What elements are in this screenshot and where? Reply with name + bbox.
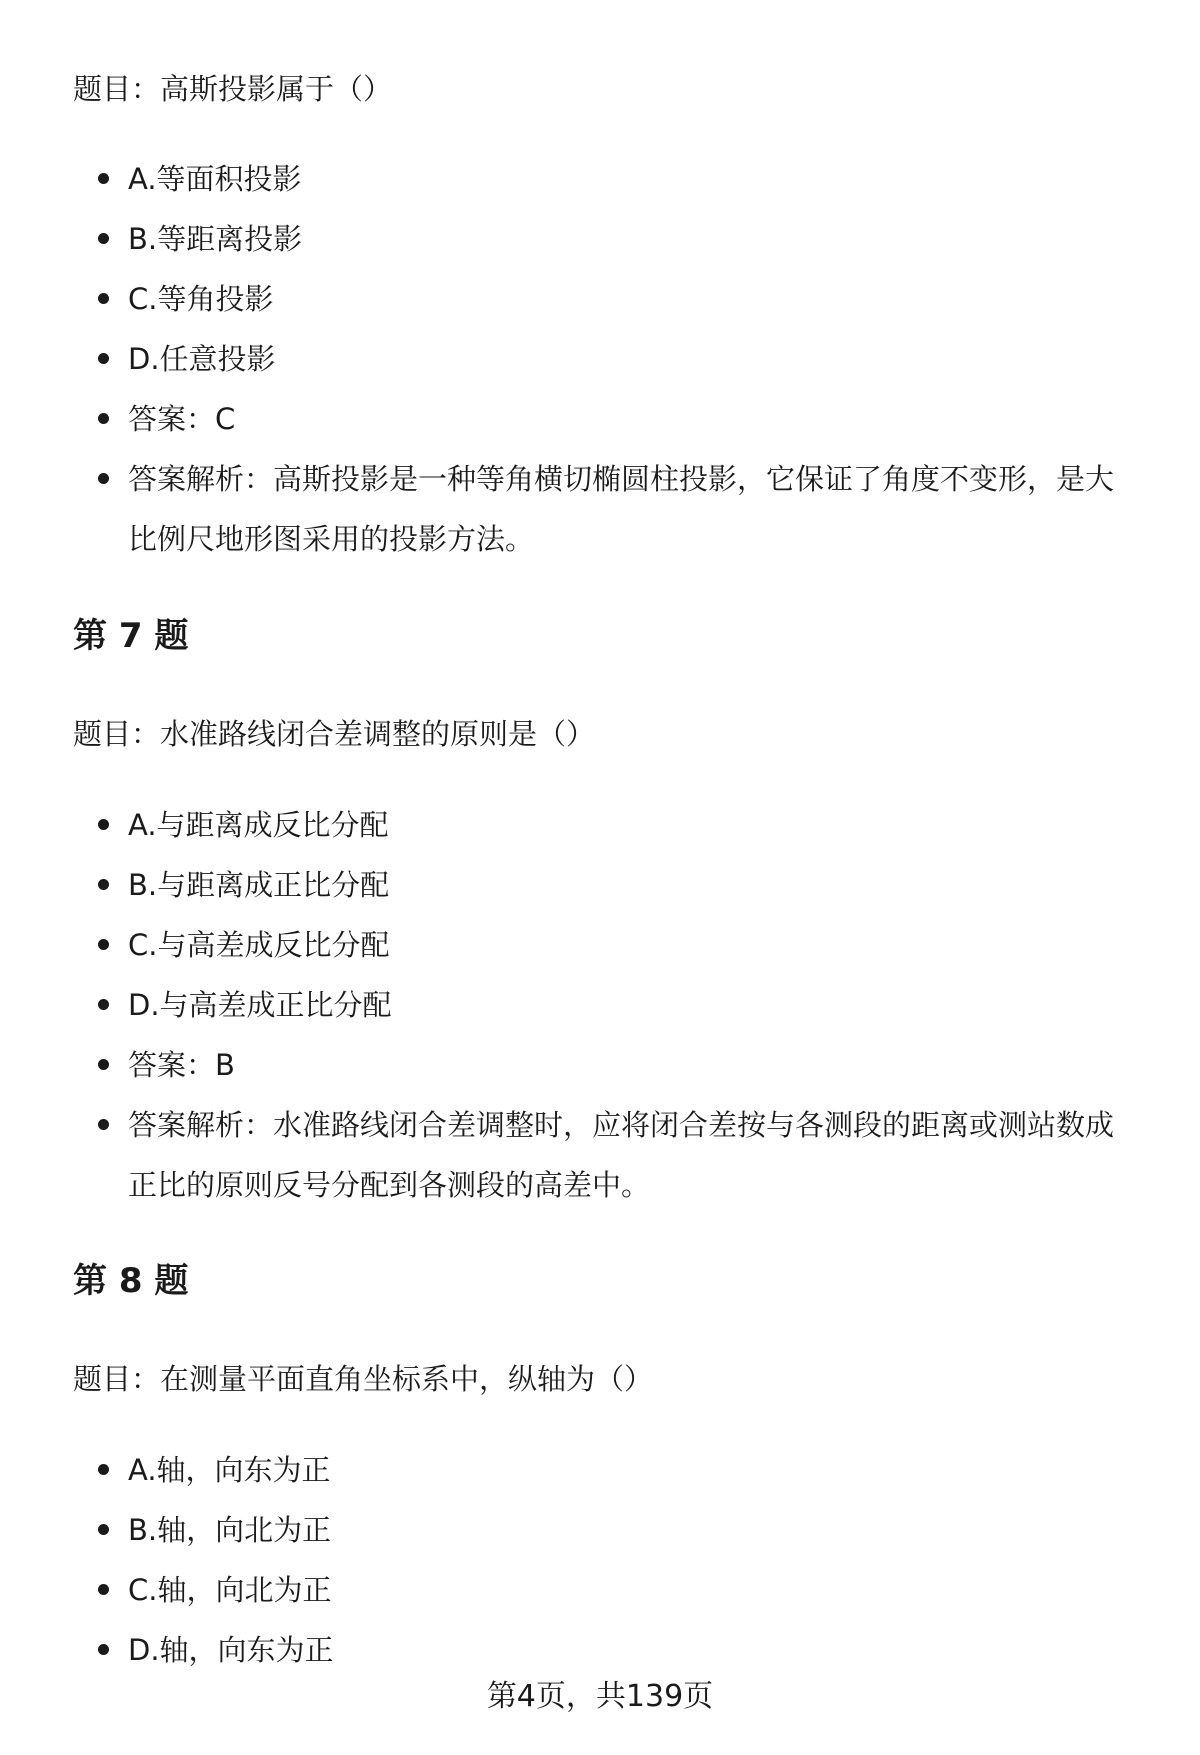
question-8-stem: 题目：在测量平面直角坐标系中，纵轴为（）	[73, 1362, 654, 1396]
question-7-options	[0, 795, 1200, 1215]
question-8-option-b: B.轴，向北为正	[0, 1500, 1200, 1560]
question-6-option-a: A.等面积投影	[0, 149, 1200, 209]
question-6-answer: 答案：C	[0, 389, 1200, 449]
question-6-analysis: 答案解析：高斯投影是一种等角横切椭圆柱投影，它保证了角度不变形，是大比例尺地形图采用的投影方法。	[0, 449, 1200, 569]
question-7-answer: 答案：B	[0, 1035, 1200, 1095]
question-7-option-b: B.与距离成正比分配	[0, 855, 1200, 915]
question-8-option-d: D.轴，向东为正	[0, 1620, 1200, 1680]
question-8-heading: 第 8 题	[73, 1261, 189, 1301]
question-6-stem: 题目：高斯投影属于（）	[73, 72, 393, 106]
question-7-analysis: 答案解析：水准路线闭合差调整时，应将闭合差按与各测段的距离或测站数成正比的原则反号分配到各测段的高差中。	[0, 1095, 1200, 1215]
question-7-stem: 题目：水准路线闭合差调整的原则是（）	[73, 717, 596, 751]
question-6-option-c: C.等角投影	[0, 269, 1200, 329]
question-7-option-a: A.与距离成反比分配	[0, 795, 1200, 855]
question-8-option-c: C.轴，向北为正	[0, 1560, 1200, 1620]
question-7-option-c: C.与高差成反比分配	[0, 915, 1200, 975]
question-6-options	[0, 149, 1200, 569]
question-7-heading: 第 7 题	[73, 616, 189, 656]
question-8-options	[0, 1440, 1200, 1680]
question-6-option-d: D.任意投影	[0, 329, 1200, 389]
question-8-option-a: A.轴，向东为正	[0, 1440, 1200, 1500]
question-7-option-d: D.与高差成正比分配	[0, 975, 1200, 1035]
page-number-footer: 第4页，共139页	[486, 1679, 714, 1714]
question-6-option-b: B.等距离投影	[0, 209, 1200, 269]
